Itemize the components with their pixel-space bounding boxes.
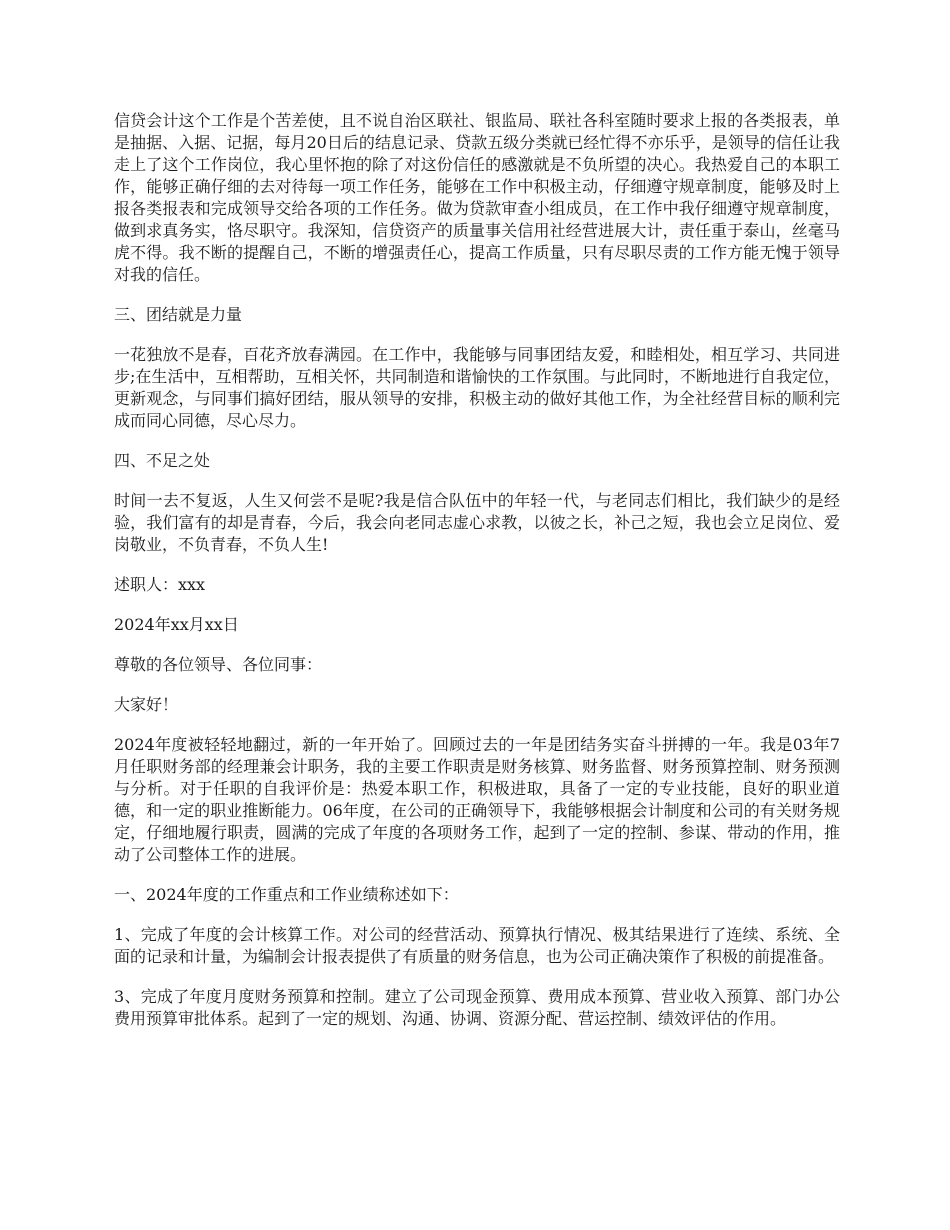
paragraph-accounting-work: 1、完成了年度的会计核算工作。对公司的经营活动、预算执行情况、极其结果进行了连续、系统、全面的记录和计量，为编制会计报表提供了有质量的财务信息，也为公司正确决策作了积极的前提准备。 xyxy=(114,925,840,966)
paragraph-teamwork: 一花独放不是春，百花齐放春满园。在工作中，我能够与同事团结友爱，和睦相处，相互学习、共同进步;在生活中，互相帮助，互相关怀，共同制造和谐愉快的工作氛围。与此同时，不断地进行自我定位，更新观念，与同事们搞好团结，服从领导的安排，积极主动的做好其他工作，为全社经营目标的顺利完成而同心同德，尽心尽力。 xyxy=(114,345,840,430)
heading-shortcomings: 四、不足之处 xyxy=(114,451,211,470)
paragraph-credit-accounting: 信贷会计这个工作是个苦差使，且不说自治区联社、银监局、联社各科室随时要求上报的各类报表，单是抽据、入据、记据，每月20日后的结息记录、贷款五级分类就已经忙得不亦乐乎，是领导的信任让我走上了这个工作岗位，我心里怀抱的除了对这份信任的感激就是不负所望的决心。我热爱自己的本职工作，能够正确仔细的去对待每一项工作任务，能够在工作中积极主动，仔细遵守规章制度，能够及时上报各类报表和完成领导交给各项的工作任务。做为贷款审查小组成员，在工作中我仔细遵守规章制度，做到求真务实，恪尽职守。我深知，信贷资产的质量事关信用社经营进展大计，责任重于泰山，丝毫马虎不得。我不断的提醒自己，不断的增强责任心，提高工作质量，只有尽职尽责的工作方能无愧于领导对我的信任。 xyxy=(114,111,840,284)
salutation: 尊敬的各位领导、各位同事： xyxy=(114,655,323,674)
paragraph-budget-control: 3、完成了年度月度财务预算和控制。建立了公司现金预算、费用成本预算、营业收入预算、部门办公费用预算审批体系。起到了一定的规划、沟通、协调、资源分配、营运控制、绩效评估的作用。 xyxy=(114,987,840,1028)
document-body xyxy=(114,110,840,1048)
greeting: 大家好！ xyxy=(114,695,179,714)
signature-reporter: 述职人：xxx xyxy=(114,575,206,594)
signature-date: 2024年xx月xx日 xyxy=(114,615,239,634)
heading-unity-is-strength: 三、团结就是力量 xyxy=(114,305,243,324)
heading-work-focus: 一、2024年度的工作重点和工作业绩称述如下： xyxy=(114,885,459,904)
paragraph-shortcomings: 时间一去不复返，人生又何尝不是呢?我是信合队伍中的年轻一代，与老同志们相比，我们缺少的是经验，我们富有的却是青春，今后，我会向老同志虚心求教，以彼之长，补己之短，我也会立足岗位、爱岗敬业，不负青春，不负人生! xyxy=(114,491,840,554)
paragraph-annual-review: 2024年度被轻轻地翻过，新的一年开始了。回顾过去的一年是团结务实奋斗拼搏的一年。我是03年7月任职财务部的经理兼会计职务，我的主要工作职责是财务核算、财务监督、财务预算控制、财务预测与分析。对于任职的自我评价是：热爱本职工作，积极进取，具备了一定的专业技能，良好的职业道德，和一定的职业推断能力。06年度，在公司的正确领导下，我能够根据会计制度和公司的有关财务规定，仔细地履行职责，圆满的完成了年度的各项财务工作，起到了一定的控制、参谋、带动的作用，推动了公司整体工作的进展。 xyxy=(114,735,840,864)
